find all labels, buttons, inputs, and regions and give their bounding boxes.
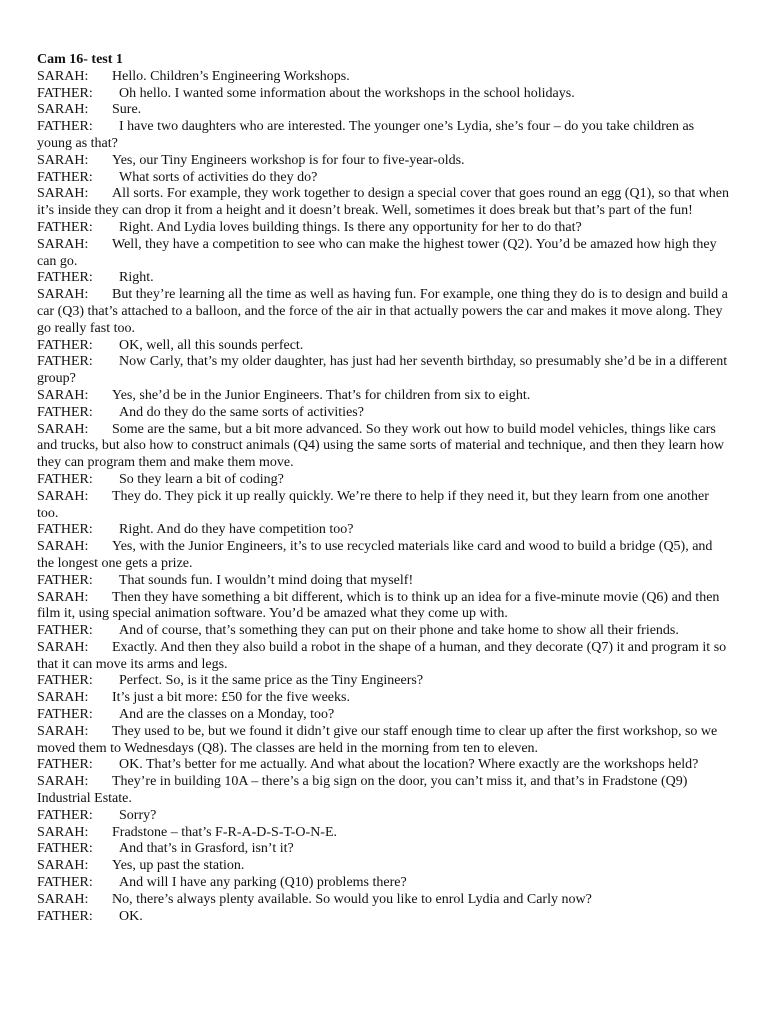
transcript-body bbox=[37, 69, 731, 926]
speaker-label: SARAH: bbox=[37, 488, 89, 504]
speaker-label: FATHER: bbox=[37, 471, 93, 487]
speaker-label: FATHER: bbox=[37, 85, 93, 101]
document-title: Cam 16- test 1 bbox=[37, 52, 123, 67]
utterance-text: Perfect. So, is it the same price as the Tiny Engineers? bbox=[119, 673, 424, 689]
dialogue-line bbox=[37, 573, 731, 590]
speaker-label: FATHER: bbox=[37, 119, 93, 135]
utterance-text: Sorry? bbox=[119, 807, 157, 823]
speaker-label: FATHER: bbox=[37, 337, 93, 353]
speaker-label: SARAH: bbox=[37, 421, 89, 437]
speaker-label: SARAH: bbox=[37, 690, 89, 706]
dialogue-line bbox=[37, 825, 731, 842]
speaker-label: SARAH: bbox=[37, 68, 89, 84]
dialogue-line bbox=[37, 119, 731, 153]
speaker-label: SARAH: bbox=[37, 387, 89, 403]
dialogue-line bbox=[37, 724, 731, 758]
speaker-label: FATHER: bbox=[37, 757, 93, 773]
utterance-text: Fradstone – that’s F-R-A-D-S-T-O-N-E. bbox=[112, 824, 338, 840]
dialogue-line bbox=[37, 220, 731, 237]
dialogue-line bbox=[37, 623, 731, 640]
utterance-text: They do. They pick it up really quickly. We’re there to help if they need it, but they learn from one another too. bbox=[37, 488, 709, 521]
utterance-text: They’re in building 10A – there’s a big sign on the door, you can’t miss it, and that’s in Fradstone (Q9) Industrial Estate. bbox=[37, 774, 688, 807]
utterance-text: I have two daughters who are interested. The younger one’s Lydia, she’s four – do you take children as young as that? bbox=[37, 119, 695, 151]
dialogue-line bbox=[37, 858, 731, 875]
utterance-text: And will I have any parking (Q10) problems there? bbox=[119, 875, 407, 891]
speaker-label: SARAH: bbox=[37, 539, 89, 555]
speaker-label: SARAH: bbox=[37, 102, 89, 118]
dialogue-line bbox=[37, 86, 731, 103]
speaker-label: SARAH: bbox=[37, 589, 89, 605]
dialogue-line bbox=[37, 875, 731, 892]
dialogue-line bbox=[37, 338, 731, 355]
dialogue-line bbox=[37, 472, 731, 489]
speaker-label: FATHER: bbox=[37, 522, 93, 538]
utterance-text: And do they do the same sorts of activities? bbox=[119, 404, 364, 420]
dialogue-line bbox=[37, 270, 731, 287]
utterance-text: So they learn a bit of coding? bbox=[119, 471, 284, 487]
dialogue-line bbox=[37, 673, 731, 690]
utterance-text: Hello. Children’s Engineering Workshops. bbox=[112, 68, 350, 84]
dialogue-line bbox=[37, 707, 731, 724]
dialogue-line bbox=[37, 841, 731, 858]
speaker-label: SARAH: bbox=[37, 639, 89, 655]
utterance-text: That sounds fun. I wouldn’t mind doing that myself! bbox=[119, 572, 414, 588]
dialogue-line bbox=[37, 522, 731, 539]
utterance-text: Yes, up past the station. bbox=[112, 858, 245, 874]
speaker-label: FATHER: bbox=[37, 270, 93, 286]
transcript-page bbox=[37, 52, 731, 925]
utterance-text: But they’re learning all the time as well as having fun. For example, one thing they do is to design and build a car (Q3) that’s attached to a balloon, and the force of the air in that actually powers the car and makes it move along. They go really fast too. bbox=[37, 287, 728, 336]
speaker-label: FATHER: bbox=[37, 404, 93, 420]
utterance-text: And that’s in Grasford, isn’t it? bbox=[119, 841, 294, 857]
speaker-label: SARAH: bbox=[37, 858, 89, 874]
speaker-label: SARAH: bbox=[37, 774, 89, 790]
dialogue-line bbox=[37, 186, 731, 220]
utterance-text: Right. bbox=[119, 270, 154, 286]
utterance-text: Yes, with the Junior Engineers, it’s to use recycled materials like card and wood to build a bridge (Q5), and the longest one gets a prize. bbox=[37, 539, 713, 571]
speaker-label: FATHER: bbox=[37, 219, 93, 235]
speaker-label: FATHER: bbox=[37, 908, 93, 924]
utterance-text: All sorts. For example, they work together to design a special cover that goes round an egg (Q1), so that when it’s inside they can drop it from a height and it doesn’t break. Well, sometimes it does break but that’s part of the fun! bbox=[37, 186, 730, 219]
dialogue-line bbox=[37, 354, 731, 388]
dialogue-line bbox=[37, 690, 731, 707]
dialogue-line bbox=[37, 892, 731, 909]
dialogue-line bbox=[37, 757, 731, 774]
utterance-text: And are the classes on a Monday, too? bbox=[119, 707, 335, 723]
speaker-label: SARAH: bbox=[37, 152, 89, 168]
dialogue-line bbox=[37, 69, 731, 86]
dialogue-line bbox=[37, 489, 731, 523]
dialogue-line bbox=[37, 388, 731, 405]
speaker-label: SARAH: bbox=[37, 186, 89, 202]
utterance-text: OK. That’s better for me actually. And what about the location? Where exactly are the workshops held? bbox=[119, 757, 699, 773]
speaker-label: FATHER: bbox=[37, 623, 93, 639]
dialogue-line bbox=[37, 909, 731, 926]
dialogue-line bbox=[37, 774, 731, 808]
utterance-text: It’s just a bit more: £50 for the five weeks. bbox=[112, 690, 350, 706]
speaker-label: SARAH: bbox=[37, 723, 89, 739]
dialogue-line bbox=[37, 422, 731, 472]
speaker-label: SARAH: bbox=[37, 236, 89, 252]
speaker-label: FATHER: bbox=[37, 673, 93, 689]
dialogue-line bbox=[37, 287, 731, 337]
utterance-text: Yes, she’d be in the Junior Engineers. That’s for children from six to eight. bbox=[112, 387, 531, 403]
utterance-text: Sure. bbox=[112, 102, 142, 118]
speaker-label: FATHER: bbox=[37, 707, 93, 723]
speaker-label: SARAH: bbox=[37, 824, 89, 840]
dialogue-line bbox=[37, 539, 731, 573]
dialogue-line bbox=[37, 808, 731, 825]
dialogue-line bbox=[37, 170, 731, 187]
speaker-label: FATHER: bbox=[37, 841, 93, 857]
speaker-label: FATHER: bbox=[37, 572, 93, 588]
speaker-label: FATHER: bbox=[37, 169, 93, 185]
utterance-text: Then they have something a bit different, which is to think up an idea for a five-minute movie (Q6) and then film it, using special animation software. You’d be amazed what they come up with. bbox=[37, 589, 720, 622]
dialogue-line bbox=[37, 640, 731, 674]
utterance-text: And of course, that’s something they can put on their phone and take home to show all their friends. bbox=[119, 623, 679, 639]
utterance-text: OK, well, all this sounds perfect. bbox=[119, 337, 304, 353]
utterance-text: OK. bbox=[119, 908, 143, 924]
utterance-text: Oh hello. I wanted some information about the workshops in the school holidays. bbox=[119, 85, 575, 101]
utterance-text: Now Carly, that’s my older daughter, has just had her seventh birthday, so presumably she’d be in a different group? bbox=[37, 354, 728, 387]
utterance-text: Right. And do they have competition too? bbox=[119, 522, 354, 538]
dialogue-line bbox=[37, 153, 731, 170]
utterance-text: Some are the same, but a bit more advanced. So they work out how to build model vehicles, things like cars and trucks, but also how to construct animals (Q4) using the same sorts of material and technique, and then they learn how they can program them and make them move. bbox=[37, 421, 724, 471]
dialogue-line bbox=[37, 405, 731, 422]
utterance-text: They used to be, but we found it didn’t give our staff enough time to clear up after the first workshop, so we moved them to Wednesdays (Q8). The classes are held in the morning from ten to eleven. bbox=[37, 723, 718, 756]
speaker-label: FATHER: bbox=[37, 354, 93, 370]
dialogue-line bbox=[37, 102, 731, 119]
utterance-text: Well, they have a competition to see who can make the highest tower (Q2). You’d be amazed how high they can go. bbox=[37, 236, 717, 269]
speaker-label: FATHER: bbox=[37, 875, 93, 891]
dialogue-line bbox=[37, 237, 731, 271]
speaker-label: SARAH: bbox=[37, 287, 89, 303]
utterance-text: Right. And Lydia loves building things. Is there any opportunity for her to do that? bbox=[119, 219, 582, 235]
speaker-label: FATHER: bbox=[37, 807, 93, 823]
utterance-text: No, there’s always plenty available. So would you like to enrol Lydia and Carly now? bbox=[112, 891, 592, 907]
speaker-label: SARAH: bbox=[37, 891, 89, 907]
utterance-text: Yes, our Tiny Engineers workshop is for four to five-year-olds. bbox=[112, 152, 465, 168]
utterance-text: What sorts of activities do they do? bbox=[119, 169, 318, 185]
dialogue-line bbox=[37, 590, 731, 624]
utterance-text: Exactly. And then they also build a robot in the shape of a human, and they decorate (Q7) it and program it so that it can move its arms and legs. bbox=[37, 639, 727, 672]
